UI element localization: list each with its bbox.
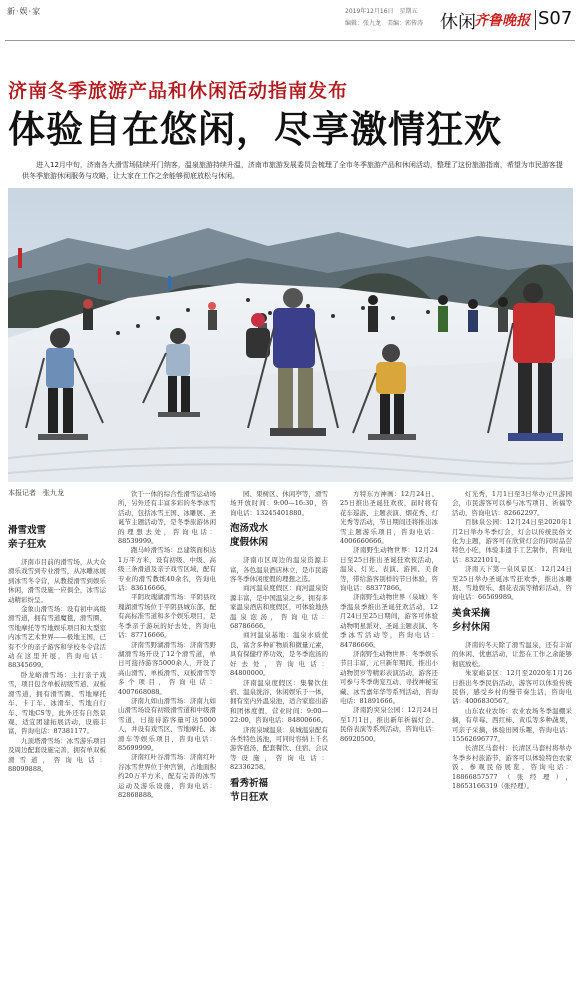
article-column-2 [118,490,216,992]
paragraph: 济南市区周边的温泉资源丰富，各色温泉酒店林立，是市民游客冬季休闲度假的理想之选。 [230,556,328,584]
paragraph: 济南泉城温泉：泉城温泉配有各类特色汤池，可同时容纳上千名游客泡汤，配套餐饮、住宿、会议等设施，咨询电话：82336258。 [230,725,328,772]
section-title: 滑雪戏雪 [8,525,47,536]
page-header [0,0,580,48]
header-divider [535,10,536,30]
section-title: 泡汤戏水 [230,523,269,535]
editor-credit: 编辑：张九龙 美编：郭传涛 [345,20,424,27]
paragraph: 跑马岭滑雪场：总建筑面积达1万平方米，设有初级、中级、高级三条滑道及亲子戏雪区域，配有专业的滑雪教练40余名，咨询电话：83616666。 [118,546,216,593]
paragraph: 九顶塔滑雪场：冰雪游乐项目及周边配套设施完善，拥有单双板滑雪道，咨询电话：88099888。 [8,736,106,773]
column-tag: 新·娱·家 [7,7,42,16]
paragraph: 商河温泉基地：温泉水质优良，富含多种矿物质和微量元素，具有保健疗养功效，是冬季泡汤的好去处，咨询电话：84800000。 [230,631,328,678]
section-title: 乡村休闲 [452,621,491,633]
ski-resort-photo [8,188,573,482]
article-column-5 [452,490,572,992]
paragraph: 园、果树区、休闲亭等，滑雪场开放时间：9:00—16:30，咨询电话：13245401880。 [230,490,328,517]
paragraph: 灯光秀，1月1日至3日举办元旦游园会，市民游客可以参与冰雪项目、祈福等活动，咨询电话：82662297。 [452,490,572,517]
paragraph: 济南雪野湖滑雪场：济南雪野湖滑雪场开设了12个滑雪道，单日可接待游客5000余人，开设了高山滑雪、单板滑雪、双板滑雪等多个项目，咨询电话：4007668088。 [118,640,216,696]
article-column-3 [230,490,328,992]
article-column-4 [340,490,438,992]
paragraph: 山东农业农场：农业农场冬季温棚采摘，有草莓、西红柿、黄瓜等多种蔬果，可亲子采摘，体验田园乐趣，咨询电话：15562696777。 [452,706,572,743]
section-title: 看秀祈福 [230,777,269,789]
paragraph: 百脉泉公园：12月24日至2020年1月2日举办冬季灯会，灯会以传统民俗文化为主题，游客可在欣赏灯会的同时品尝特色小吃，体验非遗手工艺制作，咨询电话：83221011。 [452,518,572,564]
section-title: 亲子狂欢 [8,539,47,550]
headline: 体验自在悠闲，尽享激情狂欢 [8,108,502,151]
paragraph: 长清区马套村：长清区马套村将举办冬季乡村旅游节，游客可以体验特色农家饭、参观民俗展览，咨询电话：18866857577（张经理），18653166319（张经理）。 [452,744,572,790]
paragraph: 济南野生动物世界：冬季娱乐节目丰富，元旦新年期间，推出小动物贺岁等精彩表演活动，游客还可参与冬季萌宠互动、寻找神秘宝藏、冰雪嘉年华等系列活动，咨询电话：81891666。 [340,649,438,705]
lead-paragraph: 进入12月中旬，济南各大滑雪场陆续开门纳客，温泉旅游持续升温，济南市旅游发展委员会梳理了全市冬季旅游产品和休闲活动，整理了这份旅游指南，希望为市民游客提供冬季旅游休闲服务与攻略，让大家在工作之余能够彻底放松与休闲。 [22,161,563,180]
paragraph: 金象山滑雪场：设有初中高级滑雪道，拥有雪道魔毯，滑雪圈、雪地摩托等雪地娱乐项目和大型室内冰雪艺术世界——极地王国，已有不少的亲子游客和学校冬令营活动在这里开展，咨询电话：88345699。 [8,605,106,670]
paragraph: 济南野生动物世界（泉城）冬季温泉季推出圣诞狂欢活动，12月24日至25日期间，游客可体验动物明星派对、圣诞主题表演、冬季冰雪活动等，咨询电话：84786666。 [340,593,438,649]
issue-date: 2019年12月16日 星期五 [345,8,418,15]
paragraph: 方特东方神画：12月24日、25日推出圣诞狂欢夜，届时将有花车巡游、主题表演、烟花秀、灯光秀等活动，节日期间还将推出冰雪主题游乐项目，咨询电话：4006660666。 [340,490,438,546]
paragraph: 济南九如山滑雪场：济南九如山滑雪场设有初级滑雪道和中级滑雪道，日接待游客量可达5000人，并设有戏雪区、雪地摩托、冰滑车等娱乐项目，咨询电话：85699999。 [118,696,216,752]
paragraph: 卧龙峪滑雪场：主打亲子戏雪，项目包含单板初级雪道、双板滑雪道，拥有滑雪圈、雪地摩托车、卡丁车、冰滑车、雪地自行车、雪地CS等，此外还有自然景观，适宜团建拓展活动，设施丰富，咨询电话：87381177。 [8,670,106,736]
newspaper-logo: 齐鲁晚报 [474,13,530,29]
paragraph: 济南市目前的滑雪场，从大众滑乐戏雪到专业滑雪，从冰雕冰展到冰雪冬令营，从教授滑雪到娱乐休闲，滑雪设施一应俱全，冰雪运动精彩纷呈。 [8,558,106,604]
paragraph: 平阴玫瑰湖滑雪场：平阴县玫瑰湖滑雪场位于平阴县城东部，配有高标准雪道和多个娱乐项目，是冬季亲子游玩的好去处，咨询电话：87716666。 [118,593,216,640]
paragraph: 饮于一体的综合性滑雪运动场所，另外还有丰富多彩的冬季冰雪活动，包括冰雪王国、冰雕展、圣诞节主题活动等，是冬季旅游休闲的理想去处，咨询电话：88539999。 [118,490,216,546]
paragraph: 济南温泉度假区：集餐饮住宿、温泉洗浴、休闲娱乐于一体，拥有室内外温泉池，适合家庭出游和团体度假，营业时间：9:00—22:00，咨询电话：84800666。 [230,678,328,725]
paragraph: 济南野生动物世界：12月24日至25日推出圣诞狂欢夜活动，温泉、灯光、表演、游园、美食等，带给游客别样的节日体验，咨询电话：88377866。 [340,546,438,593]
article-column-1 [8,490,106,992]
section-name: 休闲 [440,12,476,33]
paragraph: 朱家峪景区：12月至2020年1月26日推出冬季民俗活动，游客可以体验传统民俗，感受乡村的慢节奏生活，咨询电话：4006830567。 [452,669,572,706]
paragraph: 济南的冬天除了滑雪温泉，还有丰富的休闲、优惠活动，让您在工作之余能够彻底放松。 [452,640,572,668]
section-title: 美食采摘 [452,607,491,619]
section-title: 节日狂欢 [230,791,269,803]
photo-credit: 本报记者 张九龙 [8,489,64,497]
subheadline: 济南冬季旅游产品和休闲活动指南发布 [8,80,349,102]
paragraph: 济南红叶谷滑雪场：济南红叶谷冰雪世界位于仲宫镇，占地面积约20万平方米，配有完善的冰雪运动及游乐设施，咨询电话：82868888。 [118,753,216,799]
page-number: S07 [538,8,573,29]
paragraph: 济南天下第一泉风景区：12月24日至25日举办圣诞冰雪狂欢季，推出冰雕展、雪地娱乐、烟花表演等精彩活动，咨询电话：66569989。 [452,565,572,602]
section-title: 度假休闲 [230,537,269,549]
header-rule [5,40,575,41]
paragraph: 商河温泉度假区：商河温泉资源丰富，是中国温泉之乡，拥有多家温泉酒店和度假区，可体验地热温泉泡汤，咨询电话：68786666。 [230,584,328,631]
paragraph: 济南趵突泉公园：12月24日至1月1日，推出新年祈福灯会、民俗表演等系列活动，咨询电话：86920500。 [340,706,438,743]
